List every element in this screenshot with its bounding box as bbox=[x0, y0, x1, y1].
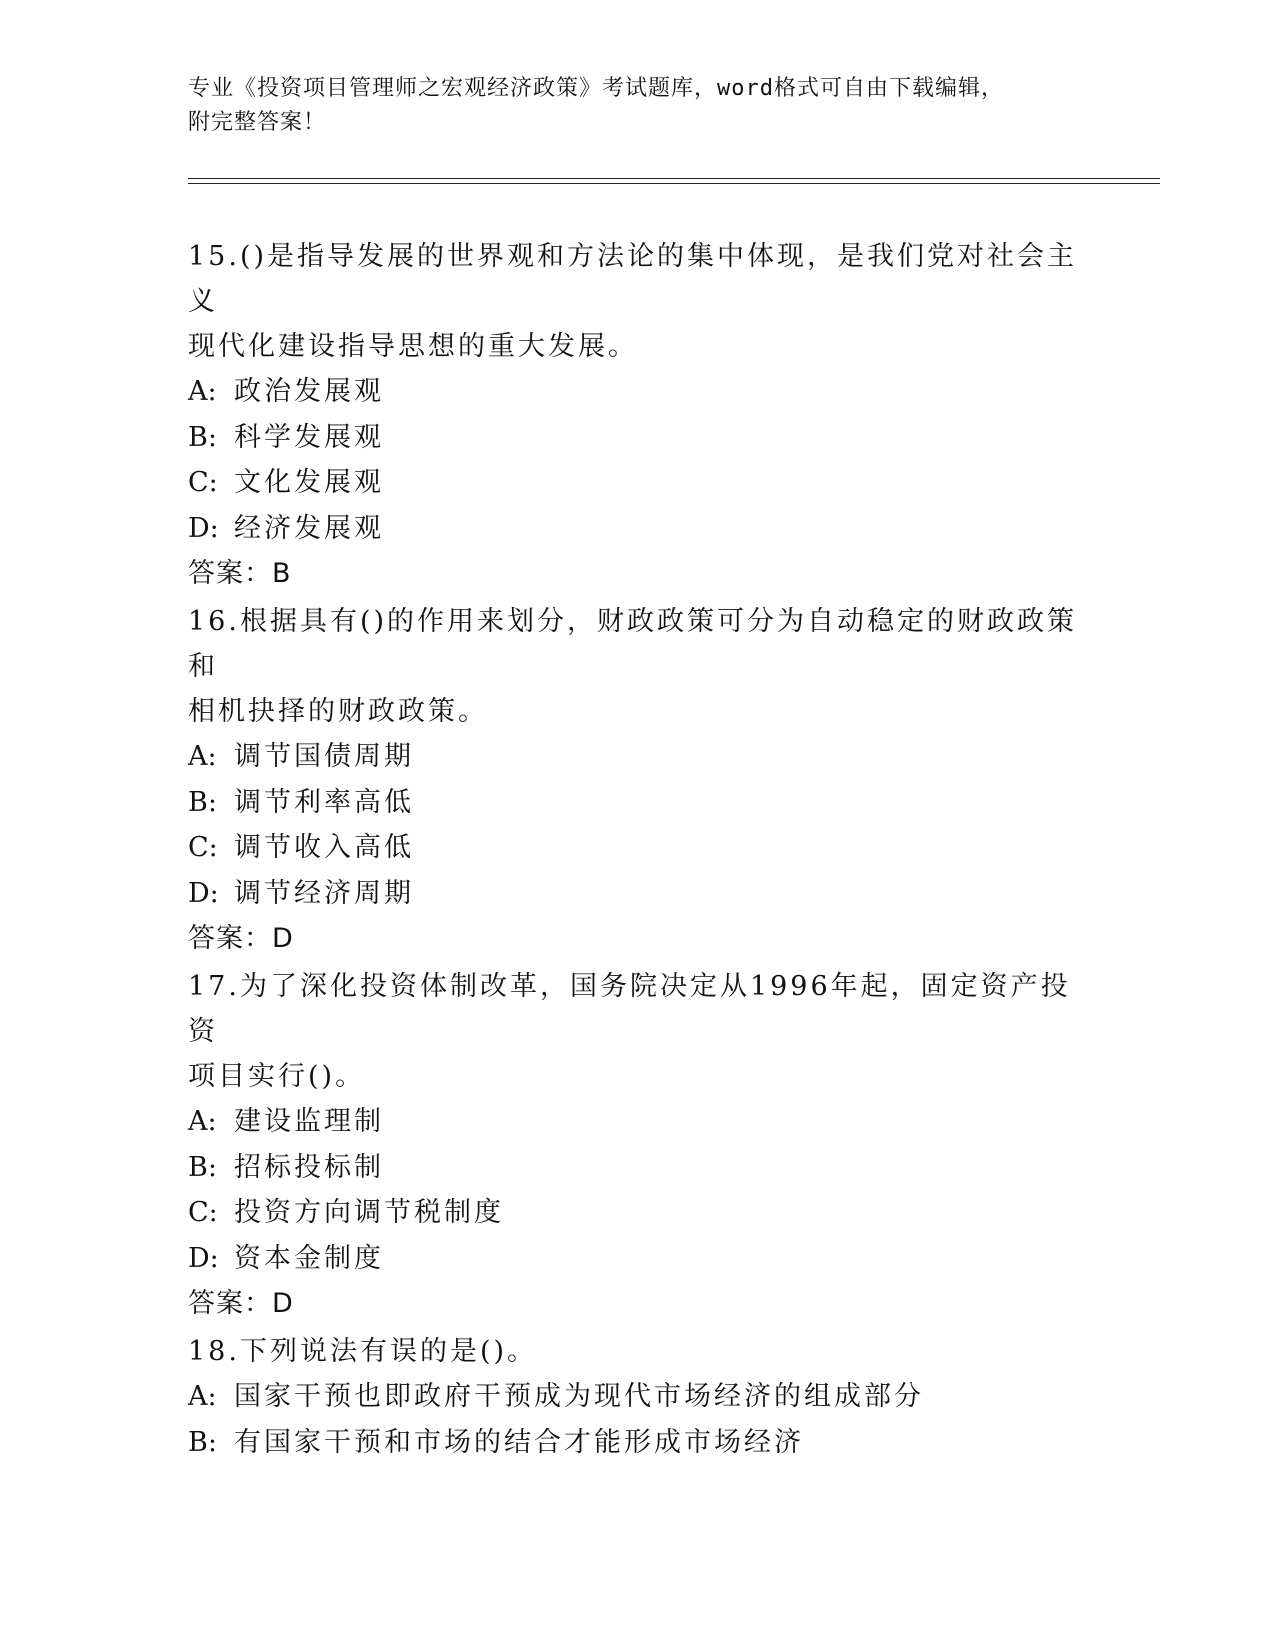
option-text: 建设监理制 bbox=[234, 1106, 384, 1137]
header-line-2: 附完整答案！ bbox=[188, 110, 327, 135]
question-stem-line-2: 现代化建设指导思想的重大发展。 bbox=[188, 331, 638, 362]
option-a bbox=[188, 369, 1088, 415]
question-number: 18. bbox=[188, 1336, 240, 1367]
option-c bbox=[188, 1190, 1088, 1236]
question-17 bbox=[188, 964, 1088, 1326]
option-b bbox=[188, 1145, 1088, 1191]
question-15 bbox=[188, 234, 1088, 596]
document-header bbox=[188, 72, 1088, 140]
option-text: 政治发展观 bbox=[234, 376, 384, 407]
option-key: D: bbox=[188, 877, 219, 909]
answer-label: 答案：D bbox=[188, 1288, 294, 1319]
question-16 bbox=[188, 599, 1088, 961]
question-stem bbox=[188, 1329, 1088, 1374]
option-text: 调节利率高低 bbox=[234, 786, 414, 818]
option-a bbox=[188, 1099, 1088, 1145]
question-stem bbox=[188, 599, 1088, 689]
option-text: 国家干预也即政府干预成为现代市场经济的组成部分 bbox=[234, 1381, 924, 1412]
question-number: 16. bbox=[188, 606, 240, 637]
header-line-1: 专业《投资项目管理师之宏观经济政策》考试题库，word格式可自由下载编辑， bbox=[188, 76, 1004, 101]
option-key: C: bbox=[188, 1197, 218, 1228]
option-key: B: bbox=[188, 421, 217, 453]
option-c bbox=[188, 825, 1088, 871]
option-key: B: bbox=[188, 1426, 217, 1458]
option-text: 文化发展观 bbox=[234, 467, 384, 498]
question-stem bbox=[188, 234, 1088, 324]
option-key: B: bbox=[188, 786, 217, 818]
option-key: D: bbox=[188, 512, 219, 544]
question-stem-line-2: 项目实行()。 bbox=[188, 1061, 366, 1092]
option-text: 资本金制度 bbox=[234, 1242, 384, 1274]
option-text: 投资方向调节税制度 bbox=[234, 1197, 504, 1228]
option-key: A: bbox=[188, 741, 217, 772]
option-key: C: bbox=[188, 832, 218, 863]
question-stem bbox=[188, 964, 1088, 1054]
option-d bbox=[188, 871, 1088, 917]
question-stem-line-1: ()是指导发展的世界观和方法论的集中体现，是我们党对社会主义 bbox=[188, 241, 1078, 317]
answer-label: 答案：D bbox=[188, 923, 294, 954]
question-stem-line-1: 根据具有()的作用来划分，财政政策可分为自动稳定的财政政策和 bbox=[188, 606, 1078, 682]
option-key: B: bbox=[188, 1151, 217, 1183]
option-key: D: bbox=[188, 1242, 219, 1274]
question-18 bbox=[188, 1329, 1088, 1465]
option-d bbox=[188, 1236, 1088, 1282]
question-stem-line-1: 下列说法有误的是()。 bbox=[239, 1336, 538, 1367]
question-stem-line-2: 相机抉择的财政政策。 bbox=[188, 696, 488, 727]
option-key: A: bbox=[188, 1381, 217, 1412]
header-divider-top bbox=[188, 178, 1160, 179]
question-number: 15. bbox=[188, 241, 240, 272]
option-text: 经济发展观 bbox=[234, 512, 384, 544]
option-c bbox=[188, 460, 1088, 506]
option-a bbox=[188, 734, 1088, 780]
option-b bbox=[188, 1420, 1088, 1466]
header-divider-bottom bbox=[188, 183, 1160, 184]
question-number: 17. bbox=[188, 971, 240, 1002]
option-key: C: bbox=[188, 467, 218, 498]
option-d bbox=[188, 506, 1088, 552]
option-b bbox=[188, 415, 1088, 461]
option-text: 有国家干预和市场的结合才能形成市场经济 bbox=[234, 1426, 804, 1458]
option-key: A: bbox=[188, 1106, 217, 1137]
option-b bbox=[188, 780, 1088, 826]
answer-label: 答案：B bbox=[188, 558, 292, 589]
option-a bbox=[188, 1374, 1088, 1420]
option-text: 招标投标制 bbox=[234, 1151, 384, 1183]
option-text: 调节收入高低 bbox=[234, 832, 414, 863]
question-stem-line-1: 为了深化投资体制改革，国务院决定从1996年起，固定资产投资 bbox=[188, 971, 1071, 1047]
option-text: 科学发展观 bbox=[234, 421, 384, 453]
option-text: 调节经济周期 bbox=[234, 877, 414, 909]
option-key: A: bbox=[188, 376, 217, 407]
option-text: 调节国债周期 bbox=[234, 741, 414, 772]
